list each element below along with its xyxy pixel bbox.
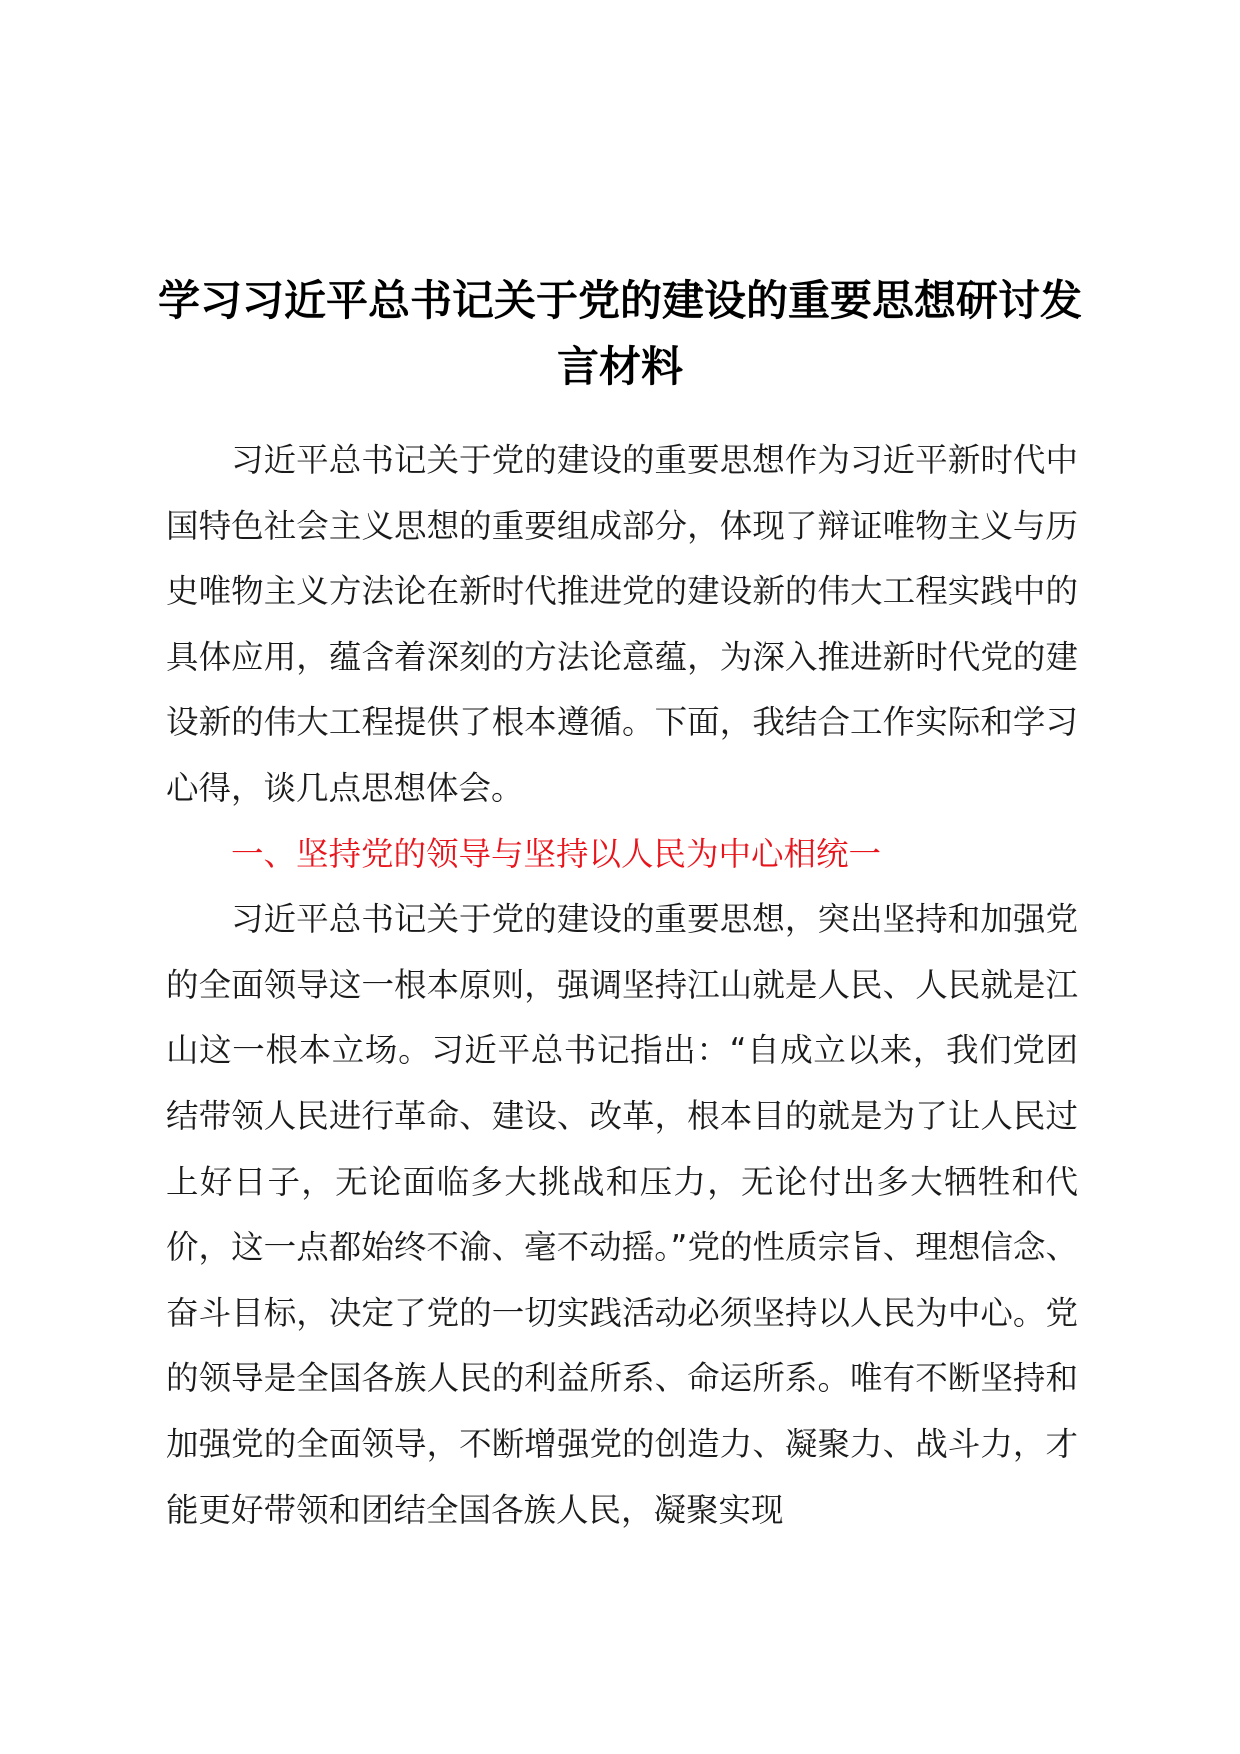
document-title: 学习习近平总书记关于党的建设的重要思想研讨发言材料 [157, 276, 1082, 391]
section-1-paragraph: 习近平总书记关于党的建设的重要思想，突出坚持和加强党的全面领导这一根本原则，强调坚持江山就是人民、人民就是江山这一根本立场。习近平总书记指出：“自成立以来，我们党团结带领人民进行革命、建设、改革，根本目的就是为了让人民过上好日子，无论面临多大挑战和压力，无论付出多大牺牲和代价，这一点都始终不渝、毫不动摇。”党的性质宗旨、理想信念、奋斗目标，决定了党的一切实践活动必须坚持以人民为中心。党的领导是全国各族人民的利益所系、命运所系。唯有不断坚持和加强党的全面领导，不断增强党的创造力、凝聚力、战斗力，才能更好带领和团结全国各族人民，凝聚实现 [166, 900, 1078, 1529]
section-heading-1: 一、坚持党的领导与坚持以人民为中心相统一 [231, 834, 882, 873]
intro-paragraph: 习近平总书记关于党的建设的重要思想作为习近平新时代中国特色社会主义思想的重要组成部分，体现了辩证唯物主义与历史唯物主义方法论在新时代推进党的建设新的伟大工程实践中的具体应用，蕴含着深刻的方法论意蕴，为深入推进新时代党的建设新的伟大工程提供了根本遵循。下面，我结合工作实际和学习心得，谈几点思想体会。 [166, 441, 1078, 807]
document-body [166, 428, 1078, 1543]
